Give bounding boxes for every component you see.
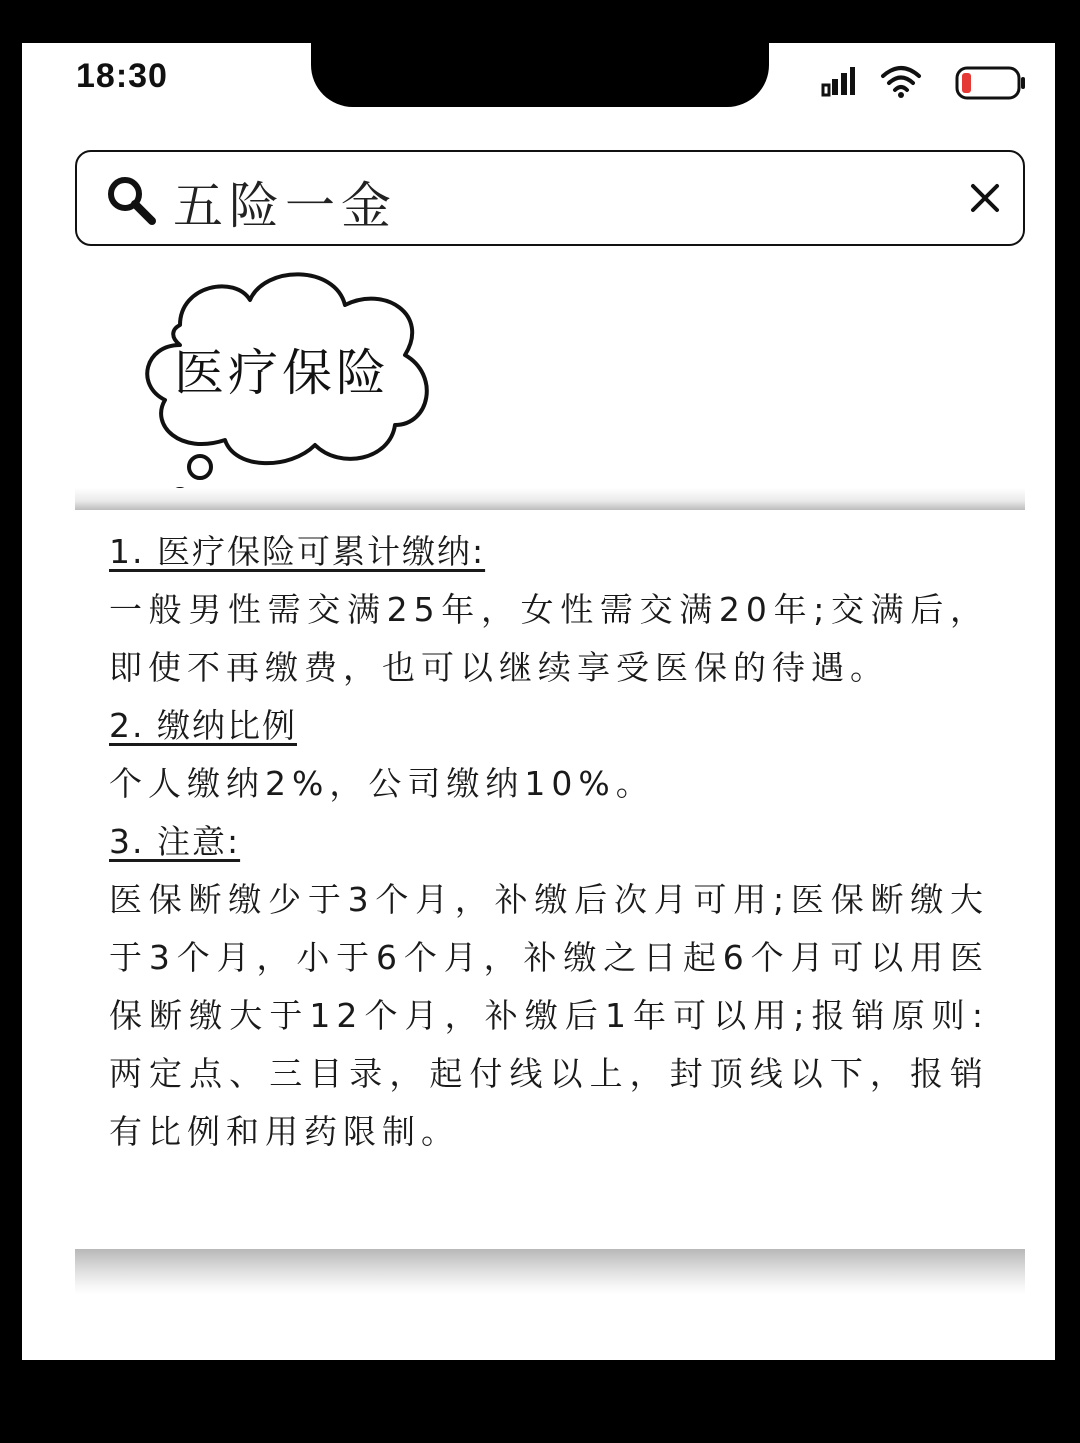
status-time: 18:30: [76, 57, 168, 95]
section-heading-1: 1. 医疗保险可累计缴纳:: [109, 532, 486, 571]
search-input[interactable]: 五险一金: [173, 177, 397, 235]
bubble-title: 医疗保险: [174, 344, 390, 402]
phone-screen: [22, 43, 1055, 1360]
cellular-signal-icon: [821, 65, 857, 97]
divider-shadow-bottom: [75, 1249, 1025, 1295]
article-content: [109, 523, 989, 1161]
search-bar[interactable]: [75, 150, 1025, 246]
section-body-3: 医保断缴少于3个月，补缴后次月可用;医保断缴大于3个月，小于6个月，补缴之日起6个月可以用医保断缴大于12个月，补缴后1年可以用;报销原则:两定点、三目录，起付线以上，封顶线以下，报销有比例和用药限制。: [109, 880, 989, 1151]
battery-low-icon: [955, 66, 1027, 100]
search-icon[interactable]: [105, 174, 157, 226]
section-body-2: 个人缴纳2%，公司缴纳10%。: [109, 764, 655, 803]
section-body-1: 一般男性需交满25年，女性需交满20年;交满后，即使不再缴费，也可以继续享受医保的待遇。: [109, 590, 989, 687]
section-heading-3: 3. 注意:: [109, 822, 241, 861]
clear-icon[interactable]: [969, 182, 1001, 214]
wifi-icon: [879, 63, 923, 99]
notch: [311, 43, 769, 107]
divider-shadow-top: [75, 488, 1025, 510]
section-heading-2: 2. 缴纳比例: [109, 706, 297, 745]
